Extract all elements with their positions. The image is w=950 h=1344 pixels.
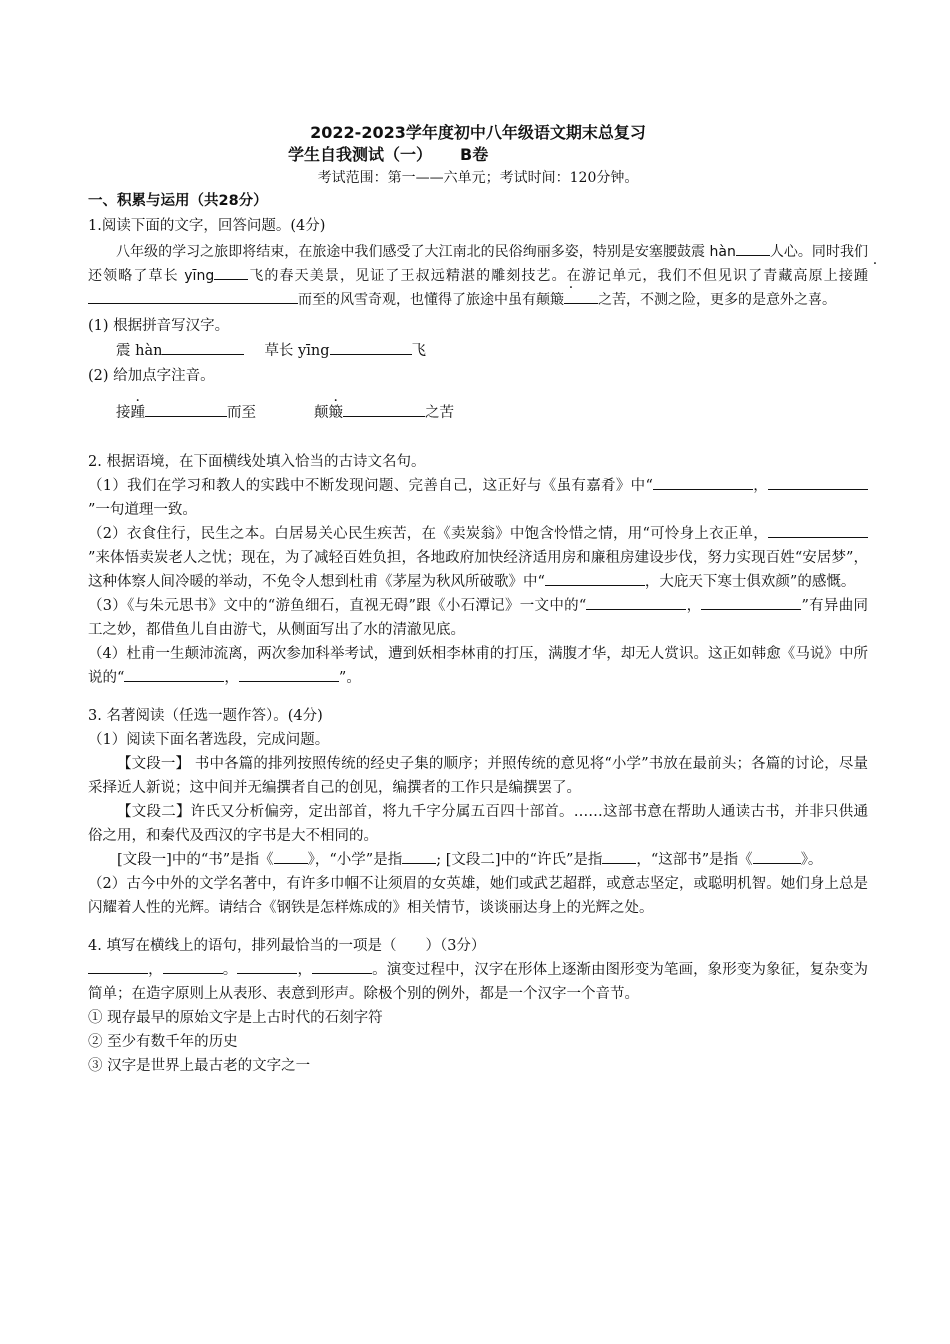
- section-heading: 一、积累与运用（共28分）: [88, 193, 268, 209]
- exam-subtitle: [288, 144, 868, 166]
- q3-question: [88, 848, 868, 872]
- q3-ask-a: [文段一]中的“书”是指《: [117, 852, 274, 868]
- answer-blank[interactable]: [312, 959, 372, 975]
- q4-sep-1: ，: [148, 962, 163, 978]
- q2-item-2: [88, 522, 868, 594]
- q1-sub2-b-end: 之苦: [425, 405, 454, 421]
- q2-p3-b: ，: [686, 598, 702, 614]
- q4-option-2: ② 至少有数千年的历史: [88, 1034, 238, 1050]
- q1-sub2-a-end: 而至: [227, 405, 256, 421]
- answer-blank[interactable]: [653, 475, 753, 491]
- q2-p2-c: ，大庇天下寒士俱欢颜”的感慨。: [644, 574, 856, 590]
- q1-passage-b: 人心。同时我们还领略了草长 yīng: [88, 244, 868, 284]
- q1-passage-a: 八年级的学习之旅即将结束，在旅途中我们感受了大江南北的民俗绚丽多姿，特别是安塞腰鼓震 hàn: [116, 244, 736, 260]
- q3-ask-e: 》。: [800, 852, 823, 868]
- q4-body: 。演变过程中，汉字在形体上逐渐由图形变为笔画，象形变为象征，复杂变为简单；在造字原则上从表形、表意到形声。除极个别的例外，都是一个汉字一个音节。: [88, 962, 869, 1002]
- answer-blank[interactable]: [602, 849, 636, 865]
- q4-option-1: ① 现存最早的原始文字是上古时代的石刻字符: [88, 1010, 383, 1026]
- q1-sub1-b: 草长 yīng: [264, 343, 330, 359]
- exam-title: 2022-2023学年度初中八年级语文期末总复习: [310, 123, 646, 142]
- q2-item-3: [88, 594, 868, 642]
- q3-stem: 3. 名著阅读（任选一题作答）。(4分): [88, 708, 323, 724]
- dotted-char: 簸: [550, 292, 564, 308]
- q3-ask-c: ; [文段二]中的“许氏”是指: [436, 852, 603, 868]
- q1-sub2-a-pre: 接: [116, 405, 131, 421]
- q2-p3-a: （3）《与朱元思书》文中的“游鱼细石，直视无碍”跟《小石潭记》一文中的“: [88, 598, 587, 614]
- q3-segment-1: 【文段一】 书中各篇的排列按照传统的经史子集的顺序；并照传统的意见将“小学”书放在最前头；各篇的讨论，尽量采择近人新说；这中间并无编撰者自己的创见，编撰者的工作只是编撰罢了。: [88, 756, 868, 796]
- q1-sub1-row: [116, 338, 868, 364]
- q2-p4-a: （4）杜甫一生颠沛流离，两次参加科举考试，遭到妖相李林甫的打压，满腹才华，却无人赏识。这正如韩愈《马说》中所说的“: [88, 646, 868, 686]
- q1-passage-c: 飞的春天美景，见证了王叔远精湛的雕刻技艺。在游记单元，我们不但见识了青藏高原上接: [248, 268, 854, 284]
- q2-p1-c: ”一句道理一致。: [88, 502, 197, 518]
- answer-blank[interactable]: [274, 849, 308, 865]
- answer-blank[interactable]: [239, 667, 339, 683]
- q2-p3-c: ”有异曲同工之妙，都借鱼儿自由游弋，从侧面写出了水的清澈见底。: [88, 598, 869, 638]
- q2-item-1: [88, 474, 868, 522]
- answer-blank[interactable]: [402, 849, 436, 865]
- q3-sub2: （2）古今中外的文学名著中，有许多巾帼不让须眉的女英雄，她们或武艺超群，或意志坚定，或聪明机智。她们身上总是闪耀着人性的光辉。请结合《钢铁是怎样炼成的》相关情节，谈谈丽达身上的光辉之处。: [88, 876, 868, 916]
- dotted-char: 踵: [130, 405, 145, 421]
- q3-ask-d: ，“这部书”是指《: [636, 852, 753, 868]
- answer-blank[interactable]: [701, 595, 801, 611]
- answer-blank[interactable]: [162, 340, 244, 356]
- answer-blank[interactable]: [330, 340, 412, 356]
- q4-stem: 4. 填写在横线上的语句，排列最恰当的一项是（ ）（3分）: [88, 938, 486, 954]
- dotted-char: 踵: [854, 268, 868, 284]
- q2-p1-a: （1）我们在学习和教人的实践中不断发现问题、完善自己，这正好与《虽有嘉肴》中“: [88, 478, 653, 494]
- q1-passage-e: 之苦，不测之险，更多的是意外之喜。: [598, 292, 836, 308]
- q2-p2-b: ”来体悟卖炭老人之忧；现在，为了减轻百姓负担，各地政府加快经济适用房和廉租房建设步伐，努力实现百姓“安居梦”，这种体察人间冷暖的举动，不免令人想到杜甫《茅屋为秋风所破歌》中“: [88, 550, 868, 590]
- q2-p4-b: ，: [224, 670, 239, 686]
- answer-blank[interactable]: [145, 402, 227, 418]
- q3-sub1: （1）阅读下面名著选段，完成问题。: [88, 732, 330, 748]
- answer-blank[interactable]: [753, 849, 801, 865]
- q4-option-3: ③ 汉字是世界上最古老的文字之一: [88, 1058, 311, 1074]
- answer-blank[interactable]: [736, 241, 770, 256]
- answer-blank[interactable]: [545, 571, 645, 587]
- q1-sub1: (1) 根据拼音写汉字。: [88, 318, 230, 334]
- q3-ask-b: 》，“小学”是指: [307, 852, 403, 868]
- q1-passage-d: 而至的风雪奇观，也懂得了旅途中虽有颠: [298, 292, 550, 308]
- q2-item-4: [88, 642, 868, 690]
- q4-sep-2: 。: [222, 962, 238, 978]
- q4-text: [88, 958, 868, 1006]
- answer-blank[interactable]: [163, 959, 223, 975]
- q1-passage: [88, 240, 868, 312]
- q1-sub2-row: [116, 400, 868, 426]
- answer-blank[interactable]: [768, 523, 868, 539]
- volume-label: B卷: [460, 145, 489, 164]
- answer-blank[interactable]: [768, 475, 868, 491]
- answer-blank[interactable]: [88, 289, 298, 304]
- answer-blank[interactable]: [214, 265, 248, 280]
- exam-page: [88, 122, 868, 1078]
- q1-sub2: (2) 给加点字注音。: [88, 368, 215, 384]
- q2-p1-b: ，: [752, 478, 769, 494]
- exam-scope: 考试范围：第一——六单元；考试时间：120分钟。: [317, 170, 639, 186]
- subtitle-text: 学生自我测试（一）: [288, 145, 433, 164]
- q1-sub1-a: 震 hàn: [116, 343, 163, 359]
- q1-sub1-b-end: 飞: [411, 343, 426, 359]
- dotted-char: 簸: [328, 405, 343, 421]
- answer-blank[interactable]: [586, 595, 686, 611]
- q2-stem: 2. 根据语境，在下面横线处填入恰当的古诗文名句。: [88, 454, 426, 470]
- answer-blank[interactable]: [124, 667, 224, 683]
- q3-segment-2: 【文段二】许氏又分析偏旁，定出部首，将九千字分属五百四十部首。……这部书意在帮助人通读古书，并非只供通俗之用，和秦代及西汉的字书是大不相同的。: [88, 804, 868, 844]
- answer-blank[interactable]: [237, 959, 297, 975]
- q2-p4-c: ”。: [338, 670, 361, 686]
- answer-blank[interactable]: [343, 402, 425, 418]
- q1-stem: 1.阅读下面的文字，回答问题。(4分): [88, 218, 326, 234]
- q2-p2-a: （2）衣食住行，民生之本。白居易关心民生疾苦，在《卖炭翁》中饱含怜惜之情，用“可怜身上衣正单，: [88, 526, 768, 542]
- q4-sep-3: ，: [297, 962, 313, 978]
- answer-blank[interactable]: [88, 959, 148, 975]
- q1-sub2-b-pre: 颠: [314, 405, 329, 421]
